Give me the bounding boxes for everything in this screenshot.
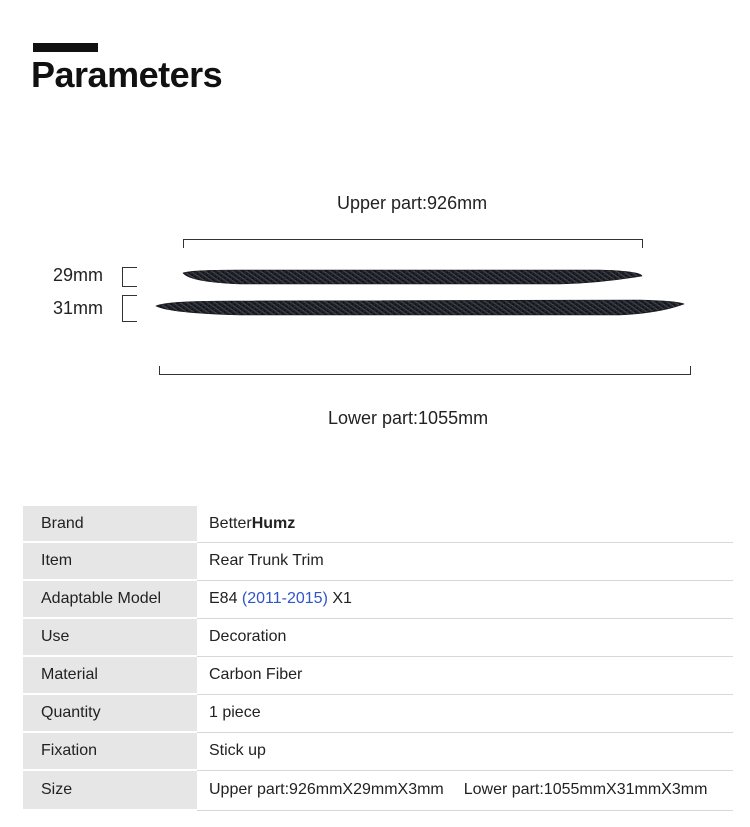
spec-value: [197, 506, 733, 542]
brand-bold: Humz: [251, 514, 296, 532]
spec-value: [197, 580, 733, 618]
spec-row-use: [23, 618, 733, 656]
spec-value: [197, 770, 733, 810]
spec-key: Material: [23, 656, 197, 694]
lower-height-label: 31mm: [53, 298, 104, 318]
spec-value: Stick up: [197, 732, 733, 770]
spec-key: Adaptable Model: [23, 580, 197, 618]
spec-value: 1 piece: [197, 694, 733, 732]
upper-length-label: Upper part:926mm: [337, 193, 488, 213]
spec-key: Item: [23, 542, 197, 580]
spec-key: Fixation: [23, 732, 197, 770]
spec-key: Brand: [23, 506, 197, 542]
spec-row-fixation: [23, 732, 733, 770]
upper-height-label: 29mm: [53, 265, 104, 285]
size-upper: Upper part:926mmX29mmX3mm: [209, 781, 444, 798]
size-lower: Lower part:1055mmX31mmX3mm: [463, 781, 708, 798]
spec-row-size: [23, 770, 733, 810]
spec-key: Use: [23, 618, 197, 656]
lower-trim-strip: [156, 300, 684, 315]
spec-row-model: [23, 580, 733, 618]
lower-length-label: Lower part:1055mm: [328, 408, 489, 428]
spec-table: [23, 506, 733, 811]
spec-row-brand: [23, 506, 733, 542]
model-years: (2011-2015): [241, 590, 328, 607]
spec-value: Carbon Fiber: [197, 656, 733, 694]
lower-length-bracket: [159, 366, 691, 375]
brand-prefix: Better: [209, 514, 252, 532]
carbon-trim-strips: [0, 0, 750, 400]
model-suffix: X1: [332, 590, 352, 607]
spec-key: Size: [23, 770, 197, 810]
spec-row-quantity: [23, 694, 733, 732]
page-title: Parameters: [31, 54, 223, 95]
spec-key: Quantity: [23, 694, 197, 732]
spec-value: Rear Trunk Trim: [197, 542, 733, 580]
spec-row-item: [23, 542, 733, 580]
upper-trim-strip: [183, 270, 642, 284]
spec-value: Decoration: [197, 618, 733, 656]
spec-row-material: [23, 656, 733, 694]
model-prefix: E84: [209, 590, 238, 607]
